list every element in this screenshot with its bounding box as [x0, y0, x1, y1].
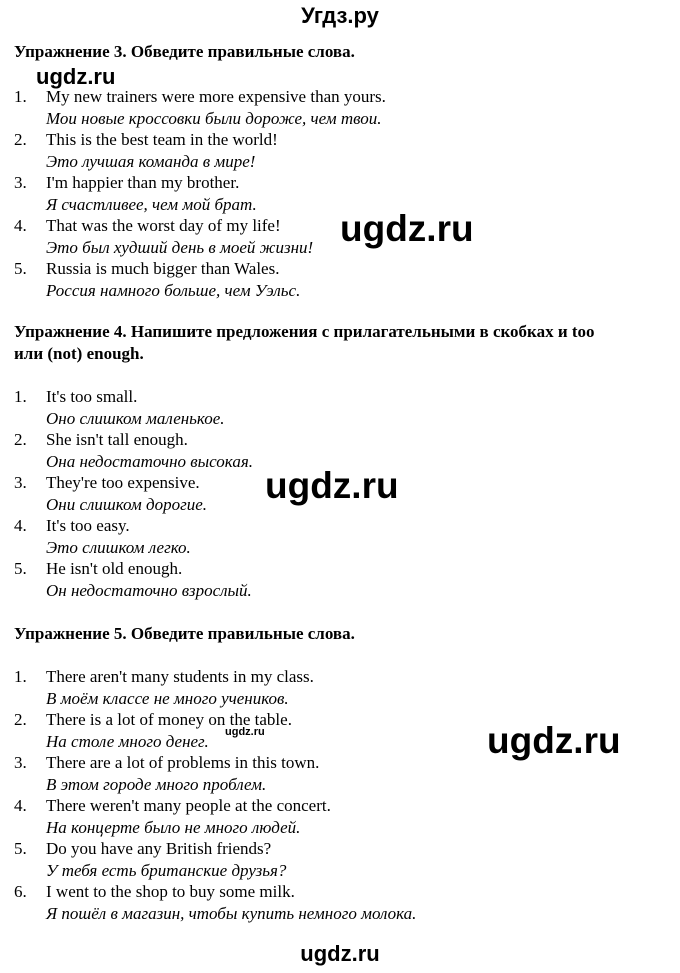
english-sentence: That was the worst day of my life!: [46, 216, 281, 235]
english-sentence: He isn't old enough.: [46, 559, 183, 578]
english-sentence: My new trainers were more expensive than yours.: [46, 87, 386, 106]
russian-translation: В моём классе не много учеников.: [46, 689, 289, 708]
english-sentence: I'm happier than my brother.: [46, 173, 240, 192]
item-number: 1.: [14, 87, 27, 106]
russian-translation: Я пошёл в магазин, чтобы купить немного молока.: [46, 904, 417, 923]
russian-translation: На столе много денег.: [46, 732, 209, 751]
item-number: 2.: [14, 710, 27, 729]
page-header: Угдз.ру: [301, 3, 379, 28]
english-sentence: There is a lot of money on the table.: [46, 710, 292, 729]
russian-translation: Это лучшая команда в мире!: [46, 152, 256, 171]
russian-translation: Мои новые кроссовки были дороже, чем твои.: [46, 109, 382, 128]
watermark: ugdz.ru: [487, 720, 621, 761]
russian-translation: Я счастливее, чем мой брат.: [46, 195, 257, 214]
item-number: 3.: [14, 173, 27, 192]
page-footer: ugdz.ru: [300, 941, 380, 966]
item-number: 6.: [14, 882, 27, 901]
exercise-5-title: Упражнение 5. Обведите правильные слова.: [14, 624, 355, 643]
item-number: 3.: [14, 473, 27, 492]
item-number: 4.: [14, 516, 27, 535]
russian-translation: Россия намного больше, чем Уэльс.: [46, 281, 301, 300]
english-sentence: There weren't many people at the concert.: [46, 796, 331, 815]
russian-translation: На концерте было не много людей.: [46, 818, 301, 837]
item-number: 3.: [14, 753, 27, 772]
russian-translation: Это слишком легко.: [46, 538, 191, 557]
russian-translation: Это был худший день в моей жизни!: [46, 238, 314, 257]
english-sentence: She isn't tall enough.: [46, 430, 188, 449]
watermark: ugdz.ru: [265, 465, 399, 506]
english-sentence: It's too small.: [46, 387, 138, 406]
russian-translation: Он недостаточно взрослый.: [46, 581, 252, 600]
english-sentence: They're too expensive.: [46, 473, 200, 492]
english-sentence: It's too easy.: [46, 516, 130, 535]
exercise-4-title: Упражнение 4. Напишите предложения с прилагательными в скобках и too: [14, 322, 595, 341]
russian-translation: Оно слишком маленькое.: [46, 409, 225, 428]
item-number: 1.: [14, 667, 27, 686]
exercise-4-title-line2: или (not) enough.: [14, 344, 144, 363]
watermark: ugdz.ru: [340, 208, 474, 249]
watermark: ugdz.ru: [36, 64, 116, 89]
item-number: 2.: [14, 130, 27, 149]
russian-translation: У тебя есть британские друзья?: [46, 861, 287, 880]
english-sentence: There aren't many students in my class.: [46, 667, 314, 686]
russian-translation: Она недостаточно высокая.: [46, 452, 253, 471]
english-sentence: Do you have any British friends?: [46, 839, 272, 858]
exercise-3-title: Упражнение 3. Обведите правильные слова.: [14, 42, 355, 61]
english-sentence: There are a lot of problems in this town.: [46, 753, 320, 772]
item-number: 2.: [14, 430, 27, 449]
russian-translation: В этом городе много проблем.: [46, 775, 267, 794]
english-sentence: I went to the shop to buy some milk.: [46, 882, 295, 901]
item-number: 5.: [14, 559, 27, 578]
english-sentence: Russia is much bigger than Wales.: [46, 259, 280, 278]
item-number: 1.: [14, 387, 27, 406]
item-number: 5.: [14, 839, 27, 858]
watermark: ugdz.ru: [225, 726, 265, 738]
item-number: 4.: [14, 216, 27, 235]
item-number: 5.: [14, 259, 27, 278]
russian-translation: Они слишком дорогие.: [46, 495, 208, 514]
item-number: 4.: [14, 796, 27, 815]
english-sentence: This is the best team in the world!: [46, 130, 278, 149]
